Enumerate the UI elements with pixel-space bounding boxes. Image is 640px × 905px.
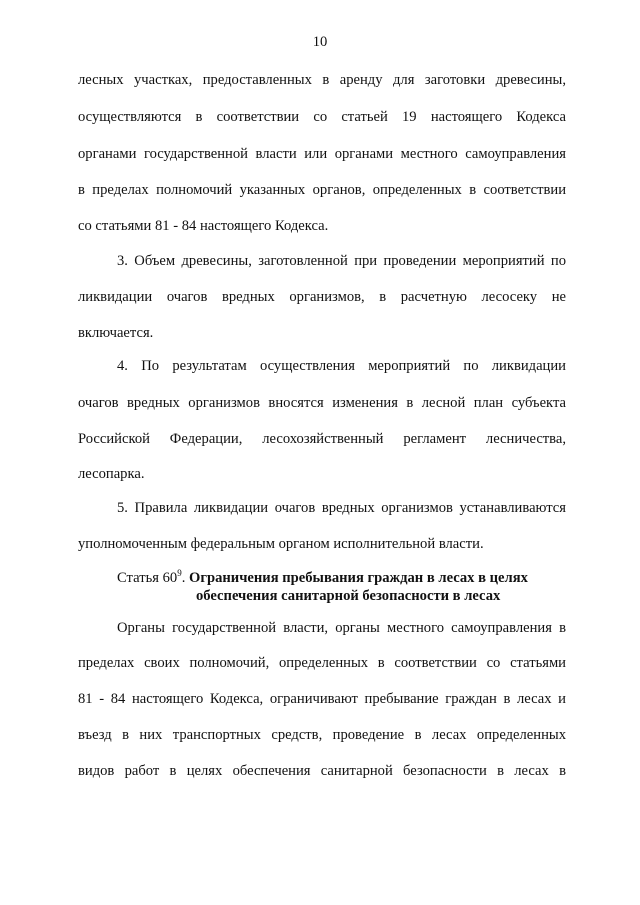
text-line: органами государственной власти или органами местного самоуправления bbox=[78, 146, 566, 162]
text-line: 4. По результатам осуществления мероприятий по ликвидации bbox=[117, 358, 566, 374]
text-line: очагов вредных организмов вносятся изменения в лесной план субъекта bbox=[78, 395, 566, 411]
text-line: 81 - 84 настоящего Кодекса, ограничивают пребывание граждан в лесах и bbox=[78, 691, 566, 707]
text-line: Органы государственной власти, органы местного самоуправления в bbox=[117, 620, 566, 636]
article-title-line-1: Ограничения пребывания граждан в лесах в целях bbox=[188, 570, 528, 586]
article-superscript: 9 bbox=[177, 568, 182, 578]
text-line: со статьями 81 - 84 настоящего Кодекса. bbox=[78, 218, 329, 234]
text-line: 5. Правила ликвидации очагов вредных организмов устанавливаются bbox=[117, 500, 566, 516]
text-line: въезд в них транспортных средств, проведение в лесах определенных bbox=[78, 727, 566, 743]
text-line: в пределах полномочий указанных органов, определенных в соответствии bbox=[78, 182, 566, 198]
text-line: лесных участках, предоставленных в аренду для заготовки древесины, bbox=[78, 72, 566, 88]
text-line: осуществляются в соответствии со статьей 19 настоящего Кодекса bbox=[78, 109, 566, 125]
page-number: 10 bbox=[312, 34, 328, 50]
text-line: видов работ в целях обеспечения санитарной безопасности в лесах в bbox=[78, 763, 566, 779]
article-heading: Статья $60^9$. Ограничения пребывания граждан в лесах в целях bbox=[117, 568, 528, 586]
text-line: уполномоченным федеральным органом исполнительной власти. bbox=[78, 536, 484, 552]
text-line: 3. Объем древесины, заготовленной при проведении мероприятий по bbox=[117, 253, 566, 269]
text-line: включается. bbox=[78, 325, 154, 341]
text-line: ликвидации очагов вредных организмов, в расчетную лесосеку не bbox=[78, 289, 566, 305]
article-number: Статья 60 bbox=[117, 570, 178, 586]
text-line: Российской Федерации, лесохозяйственный регламент лесничества, bbox=[78, 431, 566, 447]
article-title-line-2: обеспечения санитарной безопасности в лесах bbox=[196, 588, 501, 604]
text-line: пределах своих полномочий, определенных в соответствии со статьями bbox=[78, 655, 566, 671]
text-line: лесопарка. bbox=[78, 466, 145, 482]
